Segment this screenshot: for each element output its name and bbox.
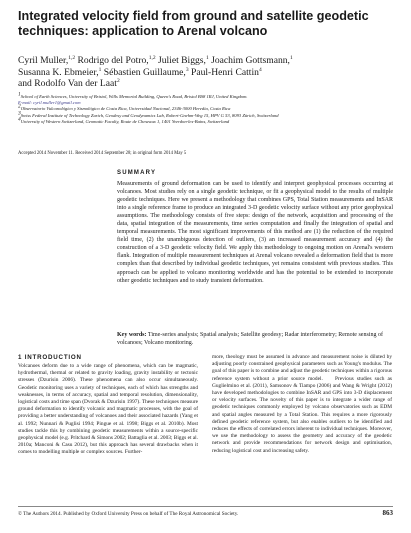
- keywords: [117, 331, 393, 347]
- author-affiliation-marker: 3: [185, 66, 189, 73]
- author-name: Rodrigo del Potro,: [75, 55, 149, 66]
- author-affiliation-marker: 1: [205, 54, 209, 61]
- author-affiliation-marker: 2: [116, 77, 120, 84]
- paper-title: Integrated velocity field from ground and satellite geodetic techniques: application to Arenal volcano: [18, 9, 369, 38]
- accepted-dates: Accepted 2014 November 11. Received 2014 September 28; in original form 2014 May 5: [18, 151, 187, 156]
- keywords-text: Time-series analysis; Spatial analysis; Satellite geodesy; Radar interferometry; Remote sensing of volcanoes; Volcano monitoring.: [117, 332, 383, 347]
- affiliation-list: [18, 91, 398, 125]
- author-affiliation-marker: 1: [289, 54, 293, 61]
- author-name: Susanna K. Ebmeier,: [18, 66, 99, 78]
- affiliation-line: $^3$Swiss Federal Institute of Technology Zurich, Geodesy and Geodynamics Lab, Robert-Gnehm-Weg 15, HPV G 53, 8093 Zürich, Switzerland: [18, 110, 279, 118]
- keywords-label: Key words:: [117, 332, 147, 338]
- page-number: 863: [382, 509, 393, 517]
- copyright-footer: © The Authors 2014. Published by Oxford University Press on behalf of The Royal Astronomical Society.: [18, 511, 239, 517]
- author-name: Paul-Henri Cattin: [188, 66, 259, 78]
- author-name: and Rodolfo Van der Laat: [18, 78, 117, 89]
- author-name: Juliet Biggs,: [155, 55, 206, 66]
- affiliation-line: $^4$University of Western Switzerland, Geomatic Faculty, Route de Cheseaux 1, 1401 Yverdon-les-Bains, Switzerland: [18, 116, 230, 124]
- author-name: Cyril Muller,: [18, 55, 69, 66]
- intro-heading: 1 INTRODUCTION: [18, 354, 82, 361]
- summary-heading: SUMMARY: [117, 170, 157, 176]
- summary-text: Measurements of ground deformation can be used to identify and interpret geophysical processes occurring at volcanoes. Most studies rely on a single geodetic technique, or fit a geophysical model to the results of multiple geodetic techniques. Here we present a methodology that combines GPS, Total Station measurements and InSAR into a single reference frame to produce an integrated 3-D geodetic velocity surface without any prior geophysical assumptions. The methodology consists of five steps: design of the network, acquisition and processing of the data, spatial integration of the measurements, time series computation and finally the integration of spatial and temporal measurements. The most significant improvements of this method are (1) the reduction of the required field time, (2) the unambiguous detection of outliers, (3) an increased measurement accuracy and (4) the construction of a 3-D geodetic velocity field. We apply this methodology to ongoing motion on Arenal's western flank. Integration of multiple measurement techniques at Arenal volcano revealed a deformation field that is more complex than that described by individual geodetic techniques, yet remains consistent with previous studies. This approach can be applied to volcano monitoring worldwide and has the potential to be extended to incorporate other geodetic techniques and to study transient deformation.: [117, 181, 393, 284]
- footer-rule: [18, 506, 393, 507]
- affiliation-line: $^2$Observatorio Vulcanológico y Sismológico de Costa Rica, Universidad Nacional, 2346-3000 Heredia, Costa Rica: [18, 103, 231, 112]
- author-name: Joachim Gottsmann,: [208, 55, 290, 66]
- intro-right-column: more, theology must be assumed in advance and measurement noise is diluted by adjusting poorly constrained geophysical parameters such as Young's modulus. The goal of this paper is to combine and adjust the geodetic techniques within a rigorous reference system without a prior source model. Previous studies such as Guglielmino et al. (2011), Samsonov & Tiampo (2006) and Wang & Wright (2012) have developed methodologies to combine InSAR and GPS into 3-D displacement or velocity surfaces. The novelty of this paper is to integrate a wider range of geodetic techniques commonly employed by volcano observatories such as EDM and spatial angles measured by a Total Station. This requires a more rigorously defined geodetic reference system, but also enables outliers to be identified and reduces the effects of correlated errors inherent to individual techniques. Moreover, we use the methodology to assess the geometry and accuracy of the geodetic network and provide recommendations for network design and optimisation, reducing logistical cost and increasing safety.: [212, 354, 392, 454]
- author-list: [18, 55, 398, 90]
- affiliation-line: E-mail: cyril.muller1@gmail.com: [18, 100, 81, 106]
- intro-left-column: Volcanoes deform due to a wide range of phenomena, which can be magmatic, hydrothermal, thermal or related to gravity loading, gravity instability or tectonic stresses (Dzurisin 2006). These phenomena can also occur simultaneously. Geodetic monitoring uses a variety of techniques, each of which has strengths and weaknesses, in terms of accuracy, spatial and temporal resolution, dimensionality, logistical costs and time span (Dvorak & Dzurisin 1997). These techniques measure ground deformation to identify volcanic and magmatic processes, with the goal of providing a better understanding of volcanoes and their associated hazards (Yang et al. 1992; Nunnari & Puglisi 1994; Pingue et al. 1998; Biggs et al. 2010b). Most studies tackle this by combining geodetic measurements within a source-specific geophysical model (e.g. Pritchard & Simons 2002; Battaglia et al. 2003; Biggs et al. 2010a; Manconi & Casu 2012), but this approach has several drawbacks when it comes to modelling multiple or complex sources. Further-: [18, 363, 198, 456]
- author-name: Sébastien Guillaume,: [101, 66, 186, 78]
- author-affiliation-marker: 4: [258, 66, 262, 73]
- affiliation-line: $^1$School of Earth Sciences, University of Bristol, Wills Memorial Building, Queen's Road, Bristol BS8 1RJ, United Kingdom.: [18, 91, 248, 99]
- author-affiliation-marker: 1,2: [148, 54, 156, 61]
- author-affiliation-marker: 1: [98, 66, 102, 73]
- author-affiliation-marker: 1,2: [68, 54, 76, 61]
